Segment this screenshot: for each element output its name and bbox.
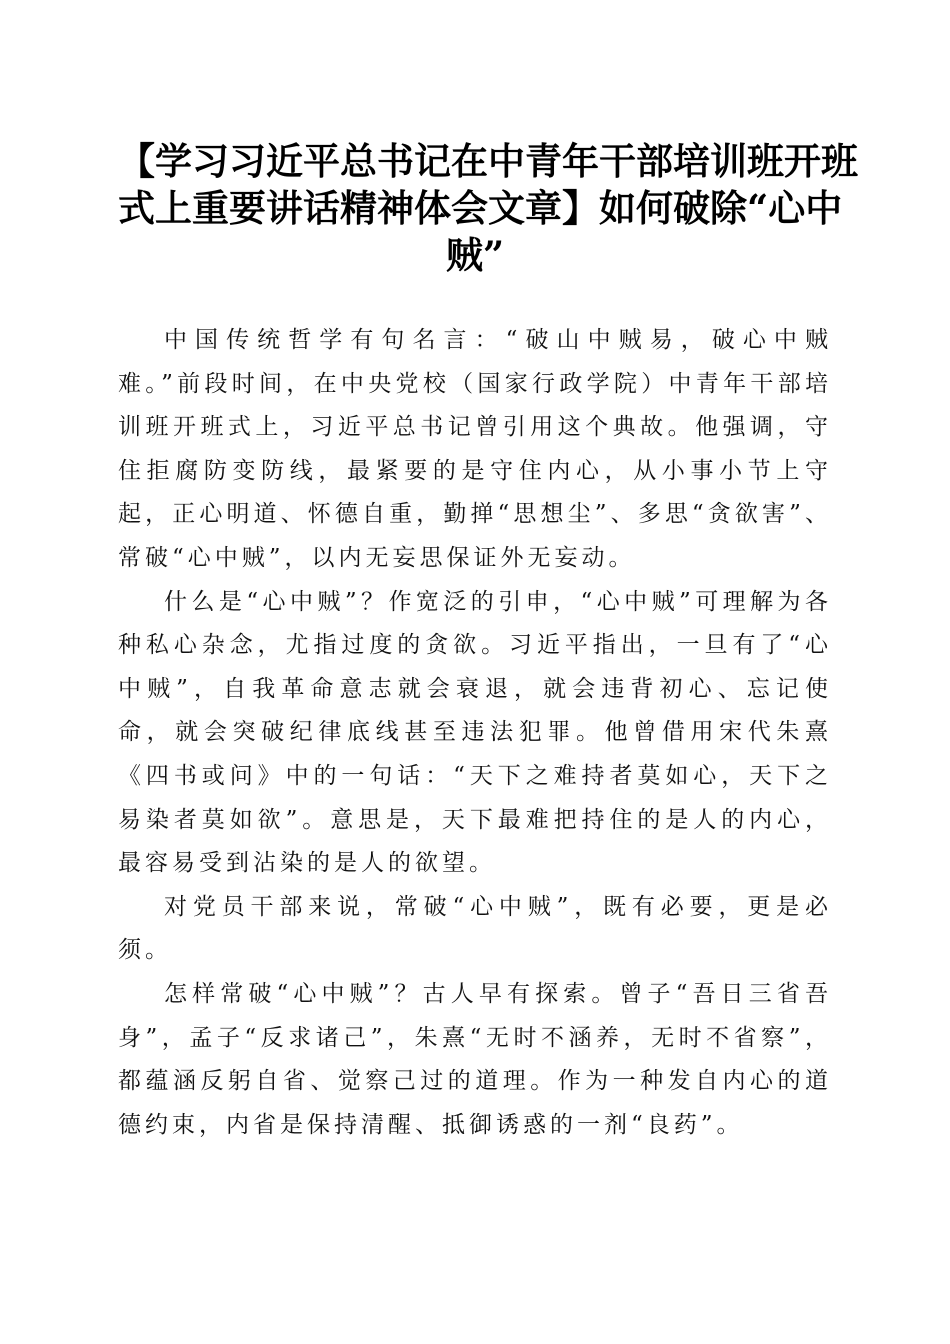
title-line-3: 贼” [445,233,505,277]
paragraph-3: 对党员干部来说，常破“心中贼”，既有必要，更是必须。 [118,893,832,964]
paragraph-1: 中国传统哲学有句名言：“破山中贼易，破心中贼难。”前段时间，在中央党校（国家行政学院）中青年干部培训班开班式上，习近平总书记曾引用这个典故。他强调，守住拒腐防变防线，最紧要的是守住内心，从小事小节上守起，正心明道、怀德自重，勤掸“思想尘”、多思“贪欲害”、常破“心中贼”，以内无妄思保证外无妄动。 [118,327,832,571]
document-body [118,319,832,1147]
title-line-1: 【学习习近平总书记在中青年干部培训班开班 [118,139,858,183]
title-line-2: 式上重要讲话精神体会文章】如何破除“心中 [118,186,843,230]
paragraph-4: 怎样常破“心中贼”？古人早有探索。曾子“吾日三省吾身”，孟子“反求诸己”，朱熹“无时不涵养，无时不省察”，都蕴涵反躬自省、觉察己过的道理。作为一种发自内心的道德约束，内省是保持清醒、抵御诱惑的一剂“良药”。 [118,980,832,1138]
document-title [118,138,858,279]
paragraph-2: 什么是“心中贼”？作宽泛的引申，“心中贼”可理解为各种私心杂念，尤指过度的贪欲。习近平指出，一旦有了“心中贼”，自我革命意志就会衰退，就会违背初心、忘记使命，就会突破纪律底线甚至违法犯罪。他曾借用宋代朱熹《四书或问》中的一句话：“天下之难持者莫如心，天下之易染者莫如欲”。意思是，天下最难把持住的是人的内心，最容易受到沾染的是人的欲望。 [118,588,832,877]
